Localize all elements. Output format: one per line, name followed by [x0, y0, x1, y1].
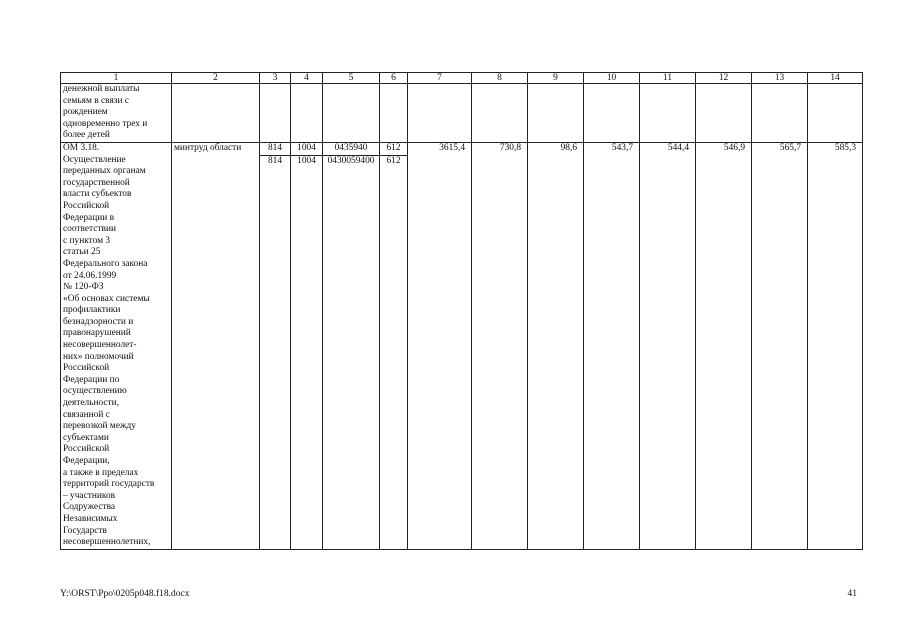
vr-code: 612 — [386, 142, 401, 153]
description-line: соответствии — [63, 224, 116, 235]
description-line: Российской — [63, 363, 110, 374]
description-line: одновременно трех и — [63, 118, 148, 129]
row2-description — [61, 142, 172, 549]
description-line: Федерального закона — [63, 258, 148, 269]
description-line: № 120-ФЗ — [63, 282, 104, 293]
description-line: Российской — [63, 200, 110, 211]
table-header-row — [61, 73, 863, 84]
description-line: перевозкой между — [63, 421, 136, 432]
description-line: Федерации в — [63, 212, 115, 223]
description-line: субъектами — [63, 432, 109, 443]
empty-cell — [323, 84, 380, 143]
page-number: 41 — [847, 589, 857, 599]
description-line: правонарушений — [63, 328, 131, 339]
value-cell: 730,8 — [472, 142, 528, 549]
header-cell: 14 — [808, 73, 863, 84]
description-line: связанной с — [63, 409, 110, 420]
csr-code: 0430059400 — [323, 155, 379, 168]
description-line: несовершеннолетних, — [63, 537, 151, 548]
description-line: от 24.06.1999 — [63, 270, 117, 281]
footer-file-path: Y:\ORST\Ppo\0205p048.f18.docx — [60, 589, 190, 599]
value-cell: 543,7 — [584, 142, 640, 549]
description-line: несовершеннолет- — [63, 340, 137, 351]
header-cell: 7 — [408, 73, 472, 84]
header-cell: 1 — [61, 73, 172, 84]
empty-cell — [408, 84, 472, 143]
rzpr-code: 1004 — [297, 142, 316, 153]
vr-cell — [380, 142, 408, 549]
rzpr-code: 1004 — [291, 155, 322, 168]
header-cell: 6 — [380, 73, 408, 84]
header-cell: 13 — [752, 73, 808, 84]
description-line: Федерации по — [63, 374, 120, 385]
description-line: Осуществление — [63, 154, 126, 165]
value-cell: 585,3 — [808, 142, 863, 549]
description-line: с пунктом 3 — [63, 235, 111, 246]
gbrs-code: 814 — [267, 142, 283, 153]
empty-cell — [584, 84, 640, 143]
description-line: Содружества — [63, 502, 116, 513]
header-cell: 9 — [528, 73, 584, 84]
header-cell: 3 — [260, 73, 291, 84]
description-line: безнадзорности и — [63, 316, 134, 327]
empty-cell — [696, 84, 752, 143]
header-cell: 4 — [291, 73, 323, 84]
empty-cell — [260, 84, 291, 143]
empty-cell — [808, 84, 863, 143]
header-cell: 10 — [584, 73, 640, 84]
csr-cell — [323, 142, 380, 549]
executor-name: минтруд области — [174, 142, 242, 153]
value-cell: 546,9 — [696, 142, 752, 549]
description-line: ОМ 3.18. — [63, 142, 100, 153]
gbrs-cell — [260, 142, 291, 549]
executor-cell — [172, 142, 260, 549]
header-cell: 5 — [323, 73, 380, 84]
header-cell: 8 — [472, 73, 528, 84]
empty-cell — [291, 84, 323, 143]
description-line: – участников — [63, 490, 116, 501]
header-cell: 12 — [696, 73, 752, 84]
description-line: «Об основах системы — [63, 293, 150, 304]
description-line: деятельности, — [63, 398, 120, 409]
empty-cell — [472, 84, 528, 143]
description-line: более детей — [63, 130, 110, 141]
value-cell: 565,7 — [752, 142, 808, 549]
description-line: а также в пределах — [63, 467, 139, 478]
description-line: рождением — [63, 107, 108, 118]
empty-cell — [380, 84, 408, 143]
empty-cell — [528, 84, 584, 143]
description-line: профилактики — [63, 305, 121, 316]
description-line: государственной — [63, 177, 130, 188]
empty-cell — [752, 84, 808, 143]
row1-description — [61, 84, 172, 143]
header-cell: 2 — [172, 73, 260, 84]
description-line: Федерации, — [63, 456, 110, 466]
description-line: Государств — [63, 525, 107, 536]
description-line: переданных органам — [63, 166, 146, 177]
description-line: статьи 25 — [63, 247, 101, 258]
vr-code: 612 — [380, 155, 407, 168]
description-line: семьям в связи с — [63, 95, 130, 106]
header-cell: 11 — [640, 73, 696, 84]
rzpr-cell — [291, 142, 323, 549]
description-line: Российской — [63, 444, 110, 455]
empty-cell — [640, 84, 696, 143]
description-line: Независимых — [63, 513, 118, 524]
value-cell: 3615,4 — [408, 142, 472, 549]
table-row — [61, 84, 863, 143]
description-line: территорий государств — [63, 479, 155, 490]
gbrs-code: 814 — [260, 155, 290, 168]
description-line: власти субъектов — [63, 189, 132, 200]
budget-table — [60, 72, 863, 550]
description-line: них» полномочий — [63, 351, 134, 362]
description-line: осуществлению — [63, 386, 127, 397]
table-row — [61, 142, 863, 549]
description-line: денежной выплаты — [63, 84, 140, 94]
empty-cell — [172, 84, 260, 143]
value-cell: 544,4 — [640, 142, 696, 549]
csr-code: 0435940 — [334, 142, 368, 153]
value-cell: 98,6 — [528, 142, 584, 549]
